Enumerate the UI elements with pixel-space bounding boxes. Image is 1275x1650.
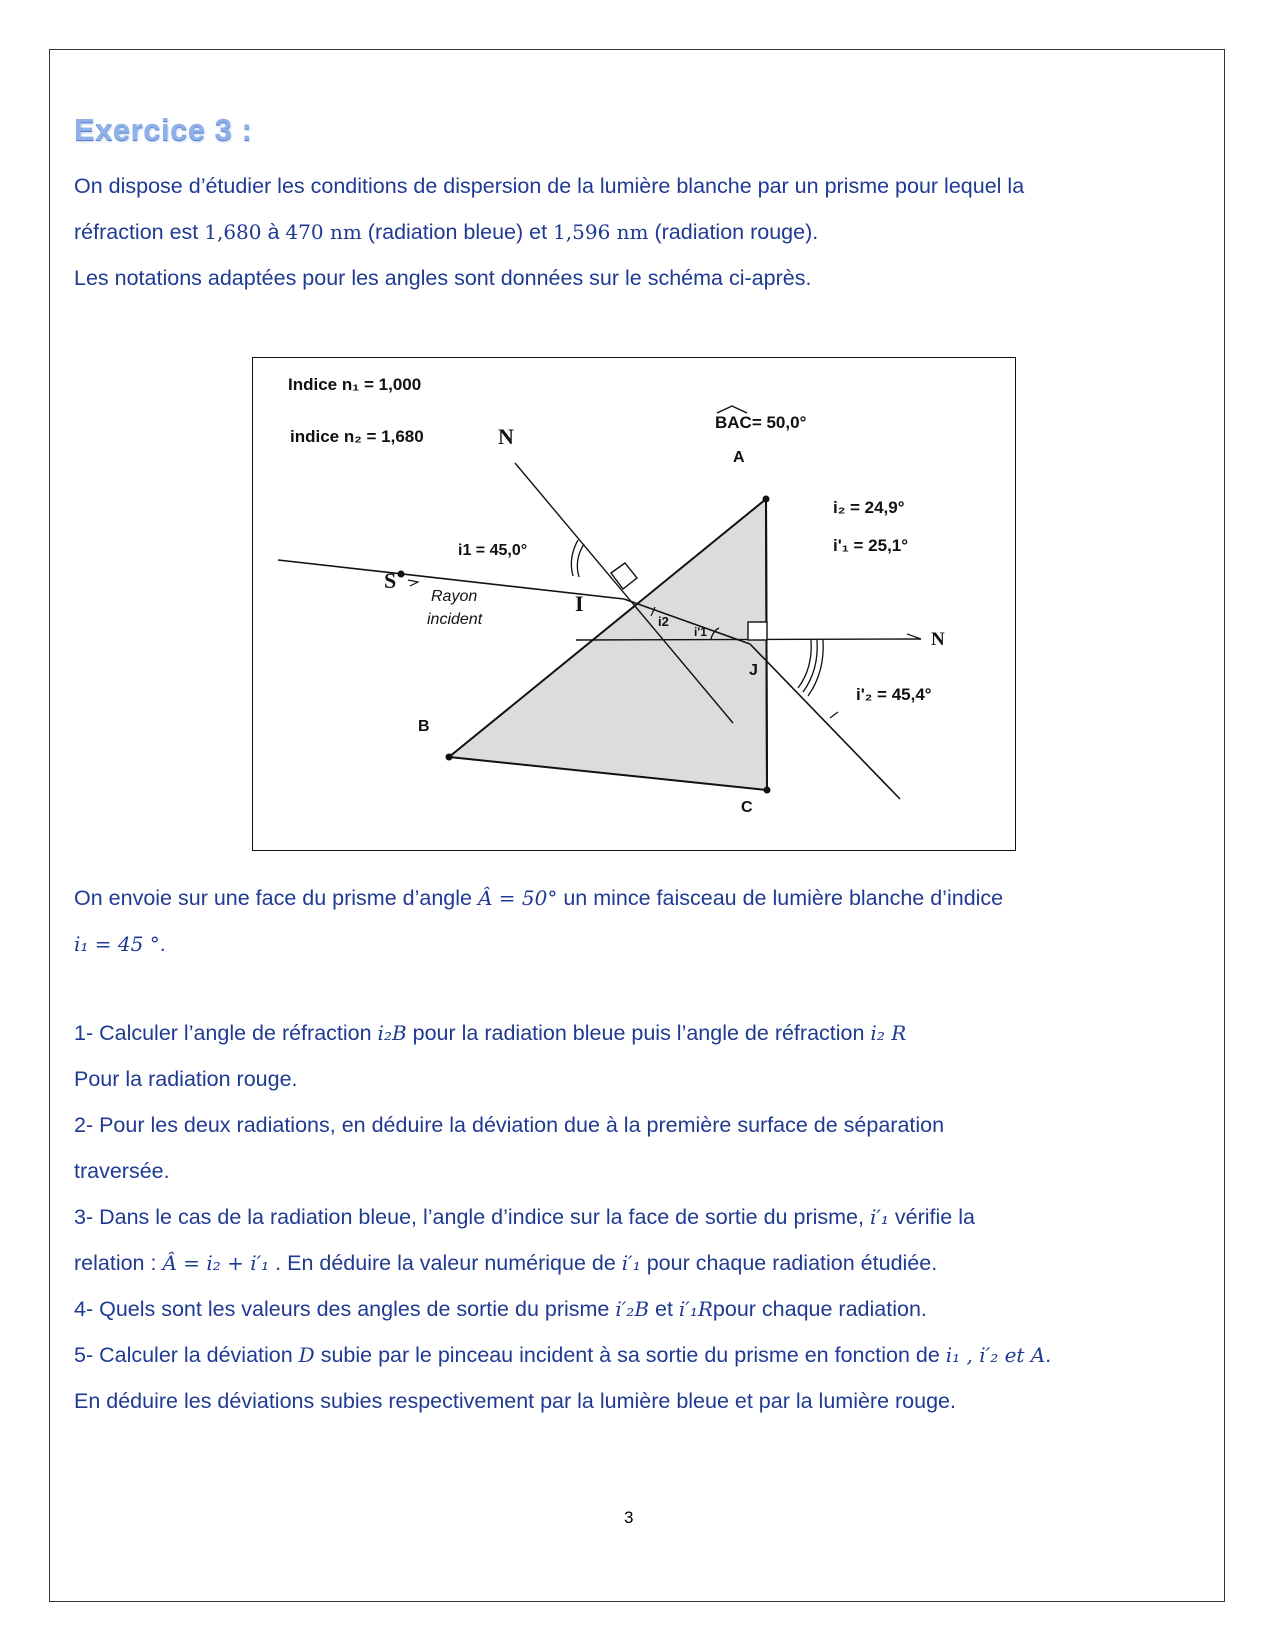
question-3-line-2: relation : Â = i₂ + i′₁ . En déduire la valeur numérique de i′₁ pour chaque radiation étudiée.: [74, 1251, 938, 1275]
label-j: J: [749, 662, 758, 679]
label-c: C: [741, 799, 753, 816]
hat-bac: [717, 406, 747, 413]
right-angle-i: [611, 563, 637, 589]
i2-value-label: i₂ = 24,9°: [833, 498, 905, 517]
intro-line-3: Les notations adaptées pour les angles sont données sur le schéma ci-après.: [74, 266, 812, 290]
angle-bac-label: BAC= 50,0°: [715, 413, 807, 432]
question-1-line-1: 1- Calculer l’angle de réfraction i₂B pour la radiation bleue puis l’angle de réfraction i₂ R: [74, 1021, 907, 1045]
vertex-b: [446, 754, 453, 761]
prism-diagram-svg: [253, 358, 1014, 849]
incident-label: incident: [427, 611, 483, 628]
label-i2: i2: [658, 614, 669, 629]
question-5-line-2: En déduire les déviations subies respectivement par la lumière bleue et par la lumière rouge.: [74, 1389, 956, 1413]
label-n-top: N: [498, 424, 514, 449]
question-5-line-1: 5- Calculer la déviation D subie par le pinceau incident à sa sortie du prisme en fonction de i₁ , i′₂ et A.: [74, 1343, 1052, 1367]
i2p-value-label: i'₂ = 45,4°: [856, 685, 932, 704]
intro-line-1: On dispose d’étudier les conditions de dispersion de la lumière blanche par un prisme pour lequel la: [74, 174, 1025, 198]
question-2-line-1: 2- Pour les deux radiations, en déduire la déviation due à la première surface de séparation: [74, 1113, 945, 1137]
prism-face-ac: [766, 499, 767, 790]
prism-diagram: [252, 357, 1016, 851]
right-angle-j: [748, 622, 767, 640]
i1p-value-label: i'₁ = 25,1°: [833, 536, 909, 555]
intro-line-2: réfraction est 1,680 à 470 nm (radiation bleue) et 1,596 nm (radiation rouge).: [74, 220, 819, 244]
statement-line-1: On envoie sur une face du prisme d’angle Â = 50° un mince faisceau de lumière blanche d’indice: [74, 886, 1004, 910]
emergent-ray: [750, 644, 900, 799]
i1-value-label: i1 = 45,0°: [458, 542, 528, 559]
ray-arrow: [408, 580, 418, 586]
indice-n2-label: indice n₂ = 1,680: [290, 427, 424, 446]
question-3-line-1: 3- Dans le cas de la radiation bleue, l’angle d’indice sur la face de sortie du prisme, i′₁ vérifie la: [74, 1205, 975, 1229]
vertex-c: [764, 787, 771, 794]
question-4: 4- Quels sont les valeurs des angles de sortie du prisme i′₂B et i′₁Rpour chaque radiation.: [74, 1297, 927, 1321]
page-number: 3: [624, 1508, 634, 1527]
label-s: S: [384, 568, 397, 593]
label-a: A: [733, 449, 745, 466]
label-i: I: [575, 591, 584, 616]
vertex-a: [763, 496, 770, 503]
label-b: B: [418, 718, 430, 735]
rayon-label: Rayon: [431, 588, 478, 605]
statement-line-2: i₁ = 45 °.: [74, 932, 166, 956]
question-2-line-2: traversée.: [74, 1159, 170, 1183]
question-1-line-2: Pour la radiation rouge.: [74, 1067, 298, 1091]
point-s: [398, 571, 405, 578]
exercise-title: Exercice 3 :: [74, 112, 253, 147]
indice-n1-label: Indice n₁ = 1,000: [288, 375, 422, 394]
label-n-right: N: [931, 629, 945, 650]
label-i1p: i'1: [694, 625, 707, 639]
